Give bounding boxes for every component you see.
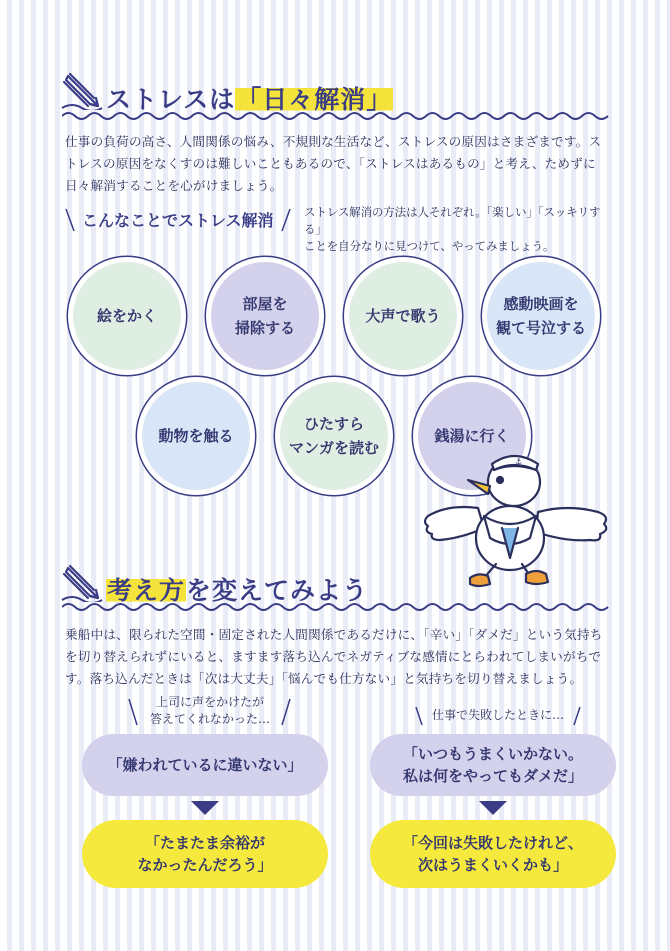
slash-right-icon — [572, 705, 582, 727]
bubble-draw-pictures — [73, 262, 181, 370]
left-caption — [140, 694, 280, 728]
slash-left-icon — [64, 207, 76, 233]
bubble-label: 銭湯に行く — [434, 427, 510, 445]
section-title-prefix: ストレスは — [106, 85, 236, 114]
onboard-paragraph: 乗船中は、限られた空間・固定された人間関係であるだけに、「辛い」「ダメだ」という気持ちを切り替えられずにいると、ますます落ち込んでネガティブな感情にとらわれてしまいがちです。落ち込んだときは「次は大丈夫」「悩んでも仕方ない」と気持ちを切り替えましょう。 — [65, 627, 603, 686]
bubble-read-manga — [280, 382, 388, 490]
left-caption-line2: 答えてくれなかった… — [149, 712, 270, 726]
bubble-label: 観て号泣する — [495, 319, 586, 337]
slash-right-icon — [280, 207, 292, 233]
right-positive-line1: 「今回は失敗したけれど、 — [402, 834, 583, 852]
section-title-highlight: 考え方 — [107, 576, 186, 605]
slash-left-icon — [414, 705, 424, 727]
bubble-label: 動物を触る — [158, 427, 234, 445]
bubble-label: 絵をかく — [96, 307, 157, 325]
bubble-label: ひたすら — [303, 415, 364, 433]
left-positive-line2: なかったんだろう」 — [137, 856, 273, 874]
bubble-sing-loudly — [349, 262, 457, 370]
right-negative-line1: 「いつもうまくいかない。 — [402, 745, 583, 763]
right-negative-line2: 私は何をやってもダメだ」 — [402, 767, 583, 785]
section-title-highlight: 「日々解消」 — [236, 85, 393, 114]
bubble-label: マンガを読む — [288, 439, 379, 457]
slash-right-icon — [280, 697, 292, 727]
seagull-mascot-icon — [418, 446, 614, 594]
section-title-suffix: を変えてみよう — [186, 576, 369, 605]
subhead-stress-relief: こんなことでストレス解消 — [82, 211, 274, 230]
left-positive-thought — [82, 820, 328, 888]
right-positive-line2: 次はうまくいくかも」 — [417, 856, 568, 874]
left-negative-text: 「嫌われているに違いない」 — [107, 756, 303, 774]
arrow-down-icon — [479, 801, 507, 815]
bubble-touch-animals — [142, 382, 250, 490]
bubble-label: 部屋を — [242, 295, 288, 313]
left-caption-line1: 上司に声をかけたが — [155, 695, 264, 709]
subhead-description-line1: ストレス解消の方法は人それぞれ。「楽しい」「スッキリする」 — [304, 205, 601, 236]
wave-divider — [62, 601, 610, 613]
svg-text:⚓: ⚓ — [515, 457, 523, 466]
left-positive-line1: 「たまたま余裕が — [144, 834, 265, 852]
bubble-label: 感動映画を — [503, 295, 579, 313]
subhead-description-line2: ことを自分なりに見つけて、やってみましょう。 — [304, 239, 555, 253]
right-negative-thought — [370, 734, 616, 796]
subhead-description — [304, 204, 614, 255]
bubble-label: 大声で歌う — [365, 307, 441, 325]
pencil-icon — [60, 562, 104, 602]
arrow-down-icon — [191, 801, 219, 815]
slash-left-icon — [127, 697, 139, 727]
right-caption: 仕事で失敗したときに… — [431, 708, 564, 722]
intro-paragraph: 仕事の負荷の高さ、人間関係の悩み、不規則な生活など、ストレスの原因はさまざまです。ストレスの原因をなくすのは難しいこともあるので、「ストレスはあるもの」と考え、ためずに日々解消することを心がけましょう。 — [65, 134, 602, 193]
bubble-watch-movie — [487, 262, 595, 370]
bubble-clean-room — [211, 262, 319, 370]
pencil-icon — [60, 70, 104, 110]
wave-divider — [62, 110, 610, 122]
bubble-label: 掃除する — [234, 319, 295, 337]
left-negative-thought — [82, 734, 328, 796]
right-positive-thought — [370, 820, 616, 888]
